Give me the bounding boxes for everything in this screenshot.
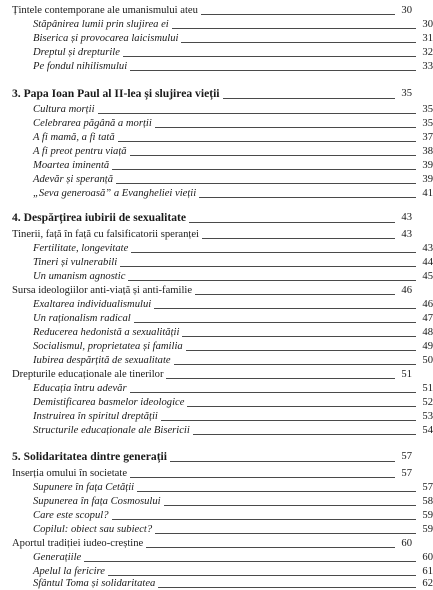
toc-entry-subsection [0, 383, 433, 395]
dot-leader [98, 113, 416, 114]
dot-leader [182, 336, 416, 337]
dot-leader [158, 587, 416, 588]
toc-entry-title: Supunerea în fața Cosmosului [33, 496, 161, 507]
toc-entry-page: 30 [401, 5, 412, 16]
toc-entry-subsection [0, 104, 433, 116]
toc-chapter-heading [0, 211, 412, 225]
toc-entry-subsection [0, 146, 433, 158]
toc-entry-page: 57 [422, 482, 433, 493]
dot-leader [189, 222, 395, 223]
toc-entry-subsection [0, 47, 433, 59]
toc-entry-title: Tinerii, față în față cu falsificatorii speranței [12, 229, 199, 240]
toc-entry-page: 31 [422, 33, 433, 44]
toc-entry-subsection [0, 257, 433, 269]
toc-entry-title: Fertilitate, longevitate [33, 243, 129, 254]
toc-entry-subsection [0, 411, 433, 423]
dot-leader [123, 56, 416, 57]
toc-entry-title: Apelul la fericire [33, 566, 105, 577]
dot-leader [172, 28, 416, 29]
dot-leader [120, 266, 416, 267]
toc-entry-title: „Seva generoasă” a Evangheliei vieții [33, 188, 197, 199]
toc-entry-page: 60 [401, 538, 412, 549]
dot-leader [174, 364, 416, 365]
toc-entry-subsection [0, 33, 433, 45]
toc-entry-page: 50 [422, 355, 433, 366]
toc-entry-title: Structurile educaționale ale Bisericii [33, 425, 190, 436]
toc-entry-page: 46 [422, 299, 433, 310]
toc-chapter-title: 3. Papa Ioan Paul al II-lea și slujirea vieții [12, 87, 220, 100]
toc-entry-subsection [0, 19, 433, 31]
toc-chapter-heading [0, 450, 412, 464]
toc-entry-page: 35 [422, 104, 433, 115]
toc-entry-page: 57 [401, 451, 412, 462]
toc-entry-page: 61 [422, 566, 433, 577]
dot-leader [118, 141, 416, 142]
toc-entry-page: 48 [422, 327, 433, 338]
toc-entry-page: 59 [422, 524, 433, 535]
toc-entry-subsection [0, 510, 433, 522]
dot-leader [170, 461, 395, 462]
toc-entry-title: Dreptul și drepturile [33, 47, 120, 58]
toc-entry-subsection [0, 397, 433, 409]
dot-leader [186, 350, 416, 351]
toc-entry-subsection [0, 341, 433, 353]
toc-entry-title: Celebrarea păgână a morții [33, 118, 152, 129]
dot-leader [166, 378, 395, 379]
toc-entry-subsection [0, 299, 433, 311]
toc-entry-title: Adevăr și speranță [33, 174, 114, 185]
toc-entry-title: Sfântul Toma și solidaritatea [33, 578, 156, 589]
toc-entry-title: Socialismul, proprietatea și familia [33, 341, 183, 352]
toc-entry-page: 41 [422, 188, 433, 199]
dot-leader [134, 322, 416, 323]
toc-entry-subsection [0, 580, 433, 590]
dot-leader [161, 420, 416, 421]
toc-entry-page: 35 [401, 88, 412, 99]
toc-entry-subsection [0, 327, 433, 339]
toc-entry-title: Exaltarea individualismului [33, 299, 152, 310]
dot-leader [130, 70, 416, 71]
toc-entry-section [0, 538, 412, 550]
toc-entry-page: 57 [401, 468, 412, 479]
toc-entry-page: 32 [422, 47, 433, 58]
toc-entry-subsection [0, 271, 433, 283]
dot-leader [137, 491, 416, 492]
toc-entry-page: 47 [422, 313, 433, 324]
toc-entry-title: Țintele contemporane ale umanismului ateu [12, 5, 198, 16]
toc-entry-subsection [0, 482, 433, 494]
toc-entry-section [0, 229, 412, 241]
toc-entry-title: A fi mamă, a fi tată [33, 132, 115, 143]
toc-entry-subsection [0, 132, 433, 144]
toc-entry-section [0, 285, 412, 297]
toc-entry-page: 39 [422, 174, 433, 185]
toc-entry-page: 59 [422, 510, 433, 521]
toc-entry-section [0, 369, 412, 381]
toc-entry-page: 30 [422, 19, 433, 30]
dot-leader [155, 127, 416, 128]
toc-entry-subsection [0, 566, 433, 578]
toc-entry-title: Supunere în fața Cetății [33, 482, 135, 493]
toc-chapter-title: 5. Solidaritatea dintre generații [12, 450, 167, 463]
toc-entry-subsection [0, 61, 433, 73]
toc-entry-title: Pe fondul nihilismului [33, 61, 128, 72]
toc-entry-subsection [0, 524, 433, 536]
toc-entry-subsection [0, 243, 433, 255]
dot-leader [193, 434, 416, 435]
toc-entry-title: Care este scopul? [33, 510, 109, 521]
toc-entry-title: Instruirea în spiritul dreptății [33, 411, 158, 422]
toc-chapter-heading [0, 87, 412, 101]
toc-entry-subsection [0, 313, 433, 325]
toc-entry-title: Generațiile [33, 552, 82, 563]
toc-entry-subsection [0, 188, 433, 200]
toc-entry-page: 44 [422, 257, 433, 268]
toc-entry-title: Demistificarea basmelor ideologice [33, 397, 185, 408]
toc-entry-page: 35 [422, 118, 433, 129]
toc-entry-title: Moartea iminentă [33, 160, 110, 171]
dot-leader [181, 42, 416, 43]
toc-entry-page: 43 [401, 229, 412, 240]
toc-entry-title: Copilul: obiect sau subiect? [33, 524, 153, 535]
toc-entry-subsection [0, 174, 433, 186]
dot-leader [155, 533, 416, 534]
toc-entry-page: 46 [401, 285, 412, 296]
dot-leader [84, 561, 416, 562]
toc-entry-subsection [0, 425, 433, 437]
toc-entry-page: 43 [401, 212, 412, 223]
dot-leader [128, 280, 416, 281]
dot-leader [223, 98, 395, 99]
toc-entry-page: 54 [422, 425, 433, 436]
dot-leader [130, 392, 416, 393]
toc-entry-title: Aportul tradiției iudeo-creștine [12, 538, 144, 549]
toc-entry-title: Tineri și vulnerabili [33, 257, 118, 268]
dot-leader [131, 252, 416, 253]
toc-entry-section [0, 5, 412, 17]
toc-entry-page: 33 [422, 61, 433, 72]
toc-entry-page: 51 [422, 383, 433, 394]
toc-entry-page: 38 [422, 146, 433, 157]
toc-entry-page: 52 [422, 397, 433, 408]
toc-entry-page: 62 [422, 578, 433, 589]
dot-leader [187, 406, 416, 407]
toc-entry-title: Iubirea despărțită de sexualitate [33, 355, 171, 366]
toc-entry-page: 37 [422, 132, 433, 143]
toc-entry-subsection [0, 355, 433, 367]
dot-leader [130, 155, 416, 156]
toc-entry-page: 60 [422, 552, 433, 563]
toc-entry-title: Inserția omului în societate [12, 468, 128, 479]
toc-entry-page: 58 [422, 496, 433, 507]
toc-entry-title: Sursa ideologiilor anti-viață și anti-familie [12, 285, 193, 296]
dot-leader [195, 294, 395, 295]
toc-entry-title: Reducerea hedonistă a sexualității [33, 327, 180, 338]
toc-entry-title: Cultura morții [33, 104, 95, 115]
toc-entry-title: Un umanism agnostic [33, 271, 126, 282]
dot-leader [112, 169, 416, 170]
toc-entry-page: 45 [422, 271, 433, 282]
toc-entry-section [0, 468, 412, 480]
toc-entry-page: 49 [422, 341, 433, 352]
toc-entry-subsection [0, 552, 433, 564]
toc-entry-subsection [0, 160, 433, 172]
toc-entry-title: Un raționalism radical [33, 313, 131, 324]
dot-leader [154, 308, 416, 309]
dot-leader [130, 477, 395, 478]
dot-leader [146, 547, 395, 548]
dot-leader [116, 183, 416, 184]
toc-entry-title: A fi preot pentru viață [33, 146, 127, 157]
dot-leader [202, 238, 395, 239]
toc-entry-page: 39 [422, 160, 433, 171]
toc-chapter-title: 4. Despărțirea iubirii de sexualitate [12, 211, 186, 224]
toc-entry-title: Educația întru adevăr [33, 383, 127, 394]
dot-leader [112, 519, 416, 520]
toc-entry-page: 43 [422, 243, 433, 254]
toc-entry-title: Biserica și provocarea laicismului [33, 33, 179, 44]
dot-leader [201, 14, 395, 15]
toc-entry-subsection [0, 118, 433, 130]
toc-entry-page: 51 [401, 369, 412, 380]
toc-entry-page: 53 [422, 411, 433, 422]
toc-entry-title: Stăpânirea lumii prin slujirea ei [33, 19, 169, 30]
dot-leader [164, 505, 416, 506]
dot-leader [199, 197, 416, 198]
dot-leader [108, 575, 416, 576]
toc-entry-subsection [0, 496, 433, 508]
toc-entry-title: Drepturile educaționale ale tinerilor [12, 369, 164, 380]
